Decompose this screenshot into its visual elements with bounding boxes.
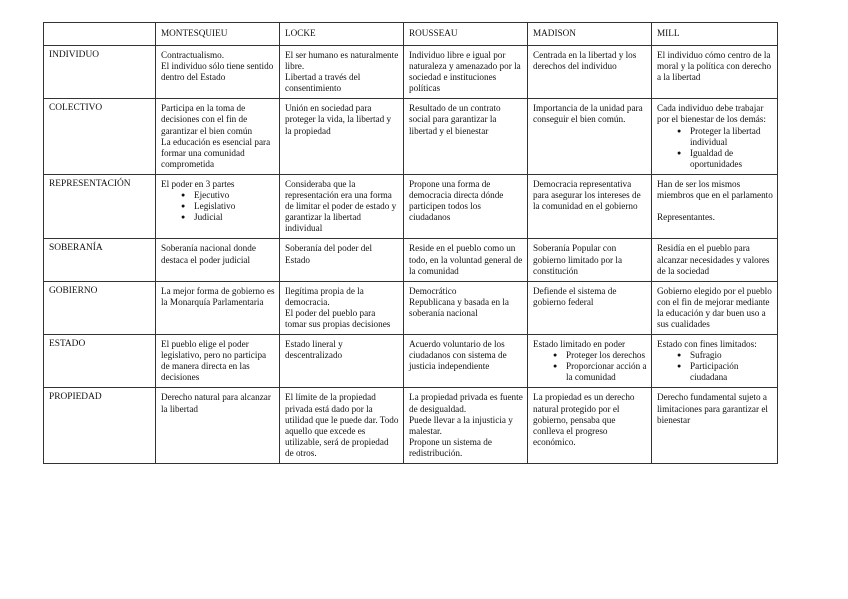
- cell-text: Estado limitado en poder: [533, 339, 626, 350]
- bullet-list: [657, 350, 773, 383]
- table-cell: [528, 281, 652, 334]
- cell-text: Soberanía nacional donde destaca el poder judicial: [161, 243, 256, 265]
- cell-text: Soberanía del poder del Estado: [285, 243, 372, 265]
- table-cell: [156, 239, 280, 281]
- table-row: [44, 174, 778, 238]
- table-body: [44, 23, 778, 464]
- cell-text: Participa en la toma de decisiones con el fin de garantizar el bien común: [161, 103, 253, 136]
- bullet-item: ● Legislativo: [194, 201, 275, 212]
- cell-text: El individuo sólo tiene sentido dentro del Estado: [161, 61, 274, 83]
- table-cell: [404, 239, 528, 281]
- cell-text: Unión en sociedad para proteger la vida, la libertad y la propiedad: [285, 103, 392, 136]
- cell-text: Estado lineral y descentralizado: [285, 339, 343, 361]
- cell-text: El pueblo elige el poder legislativo, pero no participa de manera directa en las decisiones: [161, 339, 267, 383]
- table-cell: [280, 99, 404, 175]
- bullet-list: [657, 126, 773, 170]
- cell-text: El límite de la propiedad privada está dado por la utilidad que le puede dar. Todo aquello que excede es utilizable, será de propiedad de otros.: [285, 392, 399, 458]
- cell-text: La propiedad privada es fuente de desigualdad.: [409, 392, 523, 414]
- cell-text: Propone un sistema de redistribución.: [409, 436, 492, 458]
- table-cell: [280, 388, 404, 464]
- table-cell: [280, 281, 404, 334]
- table-row: [44, 46, 778, 99]
- bullet-item: ● Sufragio: [690, 350, 773, 361]
- cell-text: Importancia de la unidad para conseguir el bien común.: [533, 103, 643, 125]
- cell-text: El individuo cómo centro de la moral y la política con derecho a la libertad: [657, 50, 772, 83]
- cell-text: El ser humano es naturalmente libre.: [285, 50, 399, 72]
- table-cell: [404, 281, 528, 334]
- table-cell: [404, 174, 528, 238]
- table-cell: [652, 174, 778, 238]
- table-cell: [156, 99, 280, 175]
- cell-text: Estado con fines limitados:: [657, 339, 757, 350]
- cell-text: El poder en 3 partes: [161, 178, 235, 189]
- cell-text: Derecho fundamental sujeto a limitaciones para garantizar el bienestar: [657, 392, 768, 425]
- table-cell: [652, 335, 778, 388]
- table-cell: [652, 239, 778, 281]
- row-label-estado: ESTADO: [44, 335, 156, 388]
- bullet-item: ● Proteger la libertad individual: [690, 126, 773, 148]
- cell-text: Libertad a través del consentimiento: [285, 72, 361, 94]
- table-cell: [404, 388, 528, 464]
- header-cell-mill: MILL: [652, 23, 778, 46]
- cell-text: Cada individuo debe trabajar por el bienestar de los demás:: [657, 103, 766, 125]
- table-row: [44, 239, 778, 281]
- bullet-list: [161, 190, 275, 223]
- bullet-item: ● Proporcionar acción a la comunidad: [566, 361, 647, 383]
- table-row: [44, 99, 778, 175]
- cell-text: El poder del pueblo para tomar sus propias decisiones: [285, 307, 391, 329]
- cell-text: La educación es esencial para formar una comunidad comprometida: [161, 136, 271, 169]
- cell-text: Puede llevar a la injusticia y malestar.: [409, 414, 513, 436]
- cell-text: Residía en el pueblo para alcanzar necesidades y valores de la sociedad: [657, 243, 770, 276]
- table-cell: [528, 99, 652, 175]
- table-cell: [528, 174, 652, 238]
- bullet-item: ● Ejecutivo: [194, 190, 275, 201]
- cell-text: Resultado de un contrato social para garantizar la libertad y el bienestar: [409, 103, 501, 136]
- comparison-table: [43, 22, 778, 464]
- cell-text: Reside en el pueblo como un todo, en la voluntad general de la comunidad: [409, 243, 523, 276]
- table-cell: [652, 281, 778, 334]
- table-cell: [156, 388, 280, 464]
- paragraph-gap: [657, 201, 773, 212]
- table-cell: [404, 335, 528, 388]
- cell-text: Republicana y basada en la soberanía nacional: [409, 296, 509, 318]
- cell-text: Contractualismo.: [161, 50, 225, 60]
- row-label-gobierno: GOBIERNO: [44, 281, 156, 334]
- table-row: [44, 388, 778, 464]
- cell-text: Ilegítima propia de la democracia.: [285, 285, 364, 307]
- header-cell-rousseau: ROUSSEAU: [404, 23, 528, 46]
- table-cell: [528, 388, 652, 464]
- table-cell: [652, 46, 778, 99]
- table-cell: [528, 46, 652, 99]
- cell-text: Consideraba que la representación era una forma de limitar el poder de estado y garantizar la libertad individual: [285, 178, 397, 234]
- cell-text: Representantes.: [657, 212, 715, 223]
- table-row: [44, 335, 778, 388]
- table-cell: [652, 99, 778, 175]
- table-cell: [652, 388, 778, 464]
- cell-text: Soberanía Popular con gobierno limitado por la constitución: [533, 243, 623, 276]
- header-cell-locke: LOCKE: [280, 23, 404, 46]
- cell-text: La propiedad es un derecho natural protegido por el gobierno, pensaba que conlleva el progreso económico.: [533, 392, 635, 447]
- table-cell: [156, 281, 280, 334]
- table-cell: [280, 46, 404, 99]
- row-label-soberania: SOBERANÍA: [44, 239, 156, 281]
- cell-text: Derecho natural para alcanzar la libertad: [161, 392, 271, 414]
- table-cell: [280, 174, 404, 238]
- cell-text: Han de ser los mismos miembros que en el parlamento: [657, 178, 773, 201]
- table-cell: [404, 99, 528, 175]
- bullet-item: ● Proteger los derechos: [566, 350, 647, 361]
- header-cell-empty: [44, 23, 156, 46]
- cell-text: Individuo libre e igual por naturaleza y amenazado por la sociedad e instituciones políticas: [409, 50, 521, 94]
- cell-text: Democracia representativa para asegurar los intereses de la comunidad en el gobierno: [533, 178, 641, 212]
- cell-text: Acuerdo voluntario de los ciudadanos con sistema de justicia independiente: [409, 339, 507, 372]
- table-cell: [528, 239, 652, 281]
- table-cell: [280, 335, 404, 388]
- row-label-colectivo: COLECTIVO: [44, 99, 156, 175]
- cell-text: Gobierno elegido por el pueblo con el fin de mejorar mediante la educación y dar buen uso a sus cualidades: [657, 285, 772, 329]
- cell-text: Democrático: [409, 285, 457, 296]
- header-cell-madison: MADISON: [528, 23, 652, 46]
- cell-text: Propone una forma de democracia directa dónde participen todos los ciudadanos: [409, 178, 504, 223]
- table-cell: [156, 46, 280, 99]
- table-row: [44, 281, 778, 334]
- bullet-item: ● Judicial: [194, 212, 275, 223]
- row-label-propiedad: PROPIEDAD: [44, 388, 156, 464]
- cell-text: Defiende el sistema de gobierno federal: [533, 285, 617, 307]
- cell-text: Centrada en la libertad y los derechos del individuo: [533, 50, 637, 72]
- row-label-representacion: REPRESENTACIÓN: [44, 174, 156, 238]
- bullet-item: ● Igualdad de oportunidades: [690, 148, 773, 170]
- table-cell: [156, 335, 280, 388]
- row-label-individuo: INDIVIDUO: [44, 46, 156, 99]
- table-cell: [156, 174, 280, 238]
- table-cell: [528, 335, 652, 388]
- cell-text: La mejor forma de gobierno es la Monarquía Parlamentaria: [161, 285, 275, 307]
- header-cell-montesquieu: MONTESQUIEU: [156, 23, 280, 46]
- table-cell: [404, 46, 528, 99]
- header-row: [44, 23, 778, 46]
- table-cell: [280, 239, 404, 281]
- bullet-list: [533, 350, 647, 383]
- bullet-item: ● Participación ciudadana: [690, 361, 773, 383]
